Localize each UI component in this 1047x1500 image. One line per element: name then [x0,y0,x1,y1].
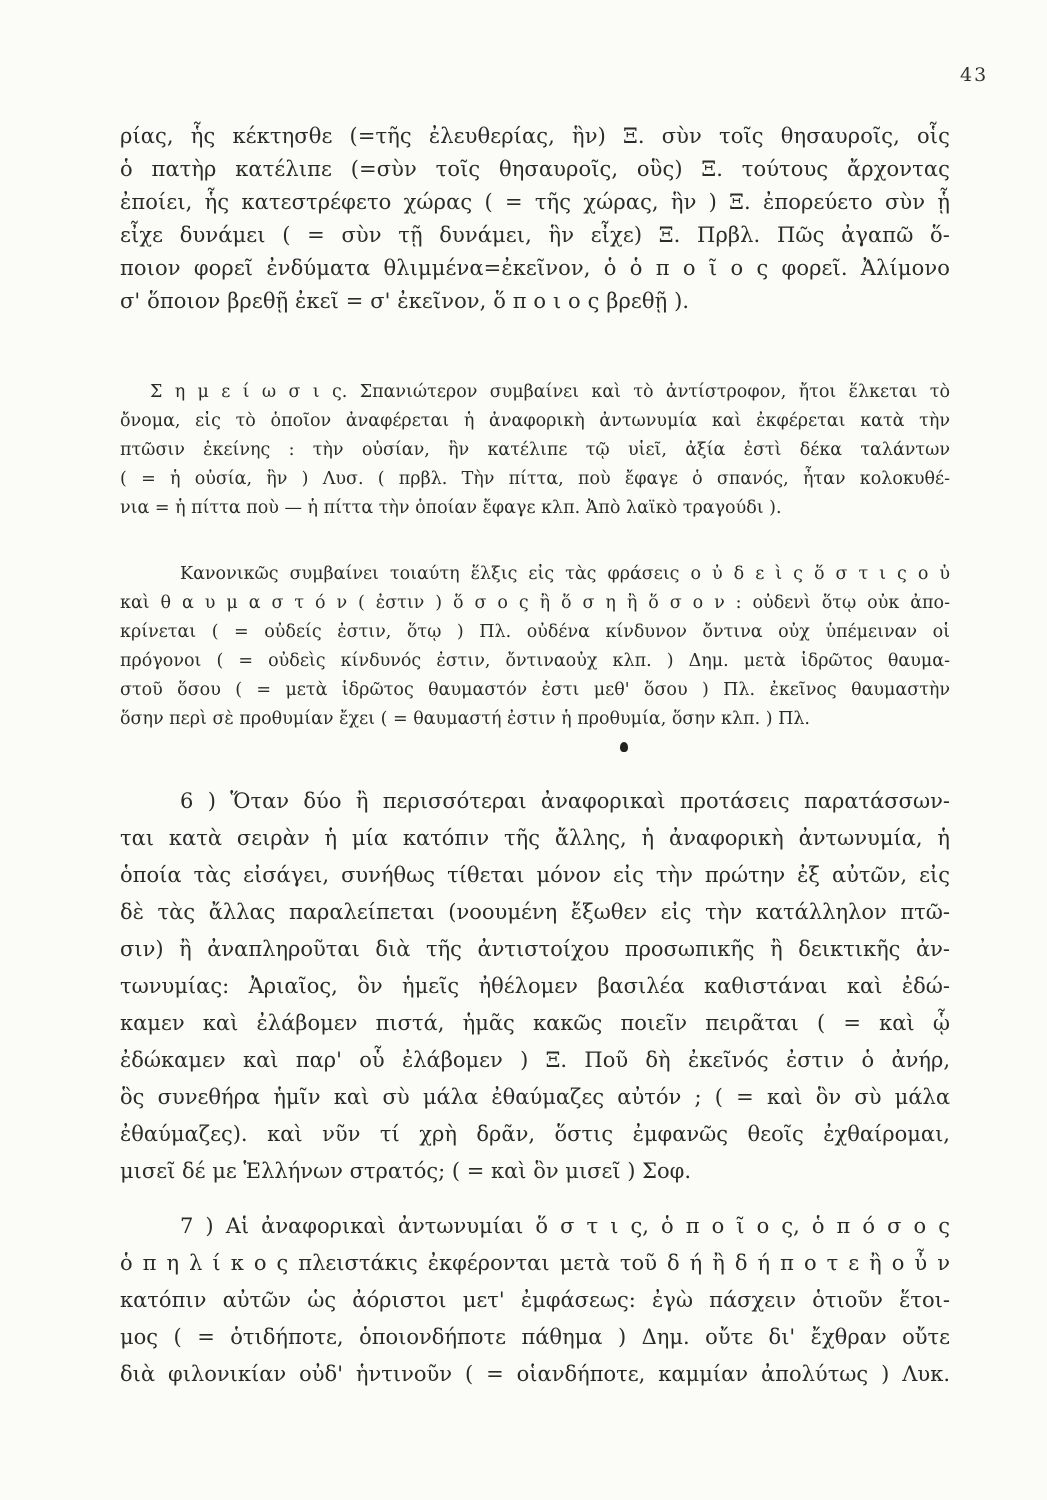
page-number: 43 [960,64,989,86]
note-paragraph [120,378,950,523]
text-line: κατόπιν αὐτῶν ὡς ἀόριστοι μετ' ἐμφάσεως: ἐγὼ πάσχειν ὁτιοῦν ἕτοι- [120,1288,950,1312]
text-line: ὁ π η λ ί κ ο ς πλειστάκις ἐκφέρονται μετὰ τοῦ δ ή ἢ δ ή π ο τ ε ἢ ο ὖ ν [120,1251,950,1275]
text-line: κρίνεται ( = οὐδείς ἐστιν, ὅτῳ ) Πλ. οὐδένα κίνδυνον ὄντινα οὐχ ὑπέμειναν οἱ [120,622,950,642]
section-7 [120,1208,950,1393]
text-line: σιν) ἢ ἀναπληροῦται διὰ τῆς ἀντιστοίχου προσωπικῆς ἢ δεικτικῆς ἀν- [120,937,950,961]
text-line: ἐθαύμαζες). καὶ νῦν τί χρὴ δρᾶν, ὅστις ἐμφανῶς θεοῖς ἐχθαίρομαι, [120,1122,950,1146]
text-line: νια = ἡ πίττα ποὺ — ἡ πίττα τὴν ὁποίαν ἔφαγε κλπ. Ἀπὸ λαϊκὸ τραγούδι ). [120,498,782,518]
text-line: Κανονικῶς συμβαίνει τοιαύτη ἕλξις εἰς τὰς φράσεις ο ὐ δ ε ὶ ς ὅ σ τ ι ς ο ὐ [180,564,950,584]
text-line: ἐδώκαμεν καὶ παρ' οὗ ἐλάβομεν ) Ξ. Ποῦ δὴ ἐκεῖνός ἐστιν ὁ ἀνήρ, [120,1048,950,1072]
text-line: ἐποίει, ἧς κατεστρέφετο χώρας ( = τῆς χώρας, ἣν ) Ξ. ἐπορεύετο σὺν ᾗ [120,190,950,214]
section-6 [120,783,950,1190]
text-line: ποιον φορεῖ ἐνδύματα θλιμμένα=ἐκεῖνον, ὁ ὁ π ο ῖ ο ς φορεῖ. Ἀλίμονο [120,256,950,280]
text-line: τωνυμίας: Ἀριαῖος, ὃν ἡμεῖς ἠθέλομεν βασιλέα καθιστάναι καὶ ἐδώ- [120,974,950,998]
text-line: Σ η μ ε ί ω σ ι ς. Σπανιώτερον συμβαίνει καὶ τὸ ἀντίστροφον, ἤτοι ἕλκεται τὸ [150,382,950,402]
text-line: ὅσην περὶ σὲ προθυμίαν ἔχει ( = θαυμαστή ἐστιν ἡ προθυμία, ὅσην κλπ. ) Πλ. [120,709,810,729]
text-line: ὄνομα, εἰς τὸ ὁποῖον ἀναφέρεται ἡ ἀναφορικὴ ἀντωνυμία καὶ ἐκφέρεται κατὰ τὴν [120,411,950,431]
text-line: δὲ τὰς ἄλλας παραλείπεται (νοουμένη ἔξωθεν εἰς τὴν κατάλληλον πτῶ- [120,900,950,924]
text-line: ὁποία τὰς εἰσάγει, συνήθως τίθεται μόνον εἰς τὴν πρώτην ἐξ αὐτῶν, εἰς [120,863,950,887]
text-line: ρίας, ἧς κέκτησθε (=τῆς ἐλευθερίας, ἣν) Ξ. σὺν τοῖς θησαυροῖς, οἷς [120,124,950,148]
text-line: ὁ πατὴρ κατέλιπε (=σὺν τοῖς θησαυροῖς, οὓς) Ξ. τούτους ἄρχοντας [120,157,950,181]
text-line: 7 ) Αἱ ἀναφορικαὶ ἀντωνυμίαι ὅ σ τ ι ς, ὁ π ο ῖ ο ς, ὁ π ό σ ο ς [180,1214,950,1238]
text-line: στοῦ ὅσου ( = μετὰ ἱδρῶτος θαυμαστόν ἐστι μεθ' ὅσου ) Πλ. ἐκεῖνος θαυμαστὴν [120,680,950,700]
text-line: μος ( = ὁτιδήποτε, ὁποιονδήποτε πάθημα ) Δημ. οὔτε δι' ἔχθραν οὔτε [120,1325,950,1349]
paragraph-relative-attraction [120,120,950,318]
regular-attraction-paragraph [120,560,950,734]
text-line: καμεν καὶ ἐλάβομεν πιστά, ἡμᾶς κακῶς ποιεῖν πειρᾶται ( = καὶ ᾧ [120,1011,950,1035]
text-line: πρόγονοι ( = οὐδεὶς κίνδυνός ἐστιν, ὄντιναοὐχ κλπ. ) Δημ. μετὰ ἱδρῶτος θαυμα- [120,651,950,671]
text-line: 6 ) Ὅταν δύο ἢ περισσότεραι ἀναφορικαὶ προτάσεις παρατάσσων- [180,789,950,813]
text-line: πτῶσιν ἐκείνης : τὴν οὐσίαν, ἣν κατέλιπε τῷ υἱεῖ, ἀξία ἐστὶ δέκα ταλάντων [120,440,950,460]
ink-dot [620,742,628,752]
text-line: σ' ὅποιον βρεθῇ ἐκεῖ = σ' ἐκεῖνον, ὅ π ο ι ο ς βρεθῇ ). [120,289,690,313]
text-line: μισεῖ δέ με Ἑλλήνων στρατός; ( = καὶ ὃν μισεῖ ) Σοφ. [120,1159,692,1183]
text-line: εἶχε δυνάμει ( = σὺν τῇ δυνάμει, ἣν εἶχε) Ξ. Πρβλ. Πῶς ἀγαπῶ ὅ- [120,223,950,247]
text-line: καὶ θ α υ μ α σ τ ό ν ( ἐστιν ) ὅ σ ο ς ἢ ὅ σ η ἢ ὅ σ ο ν : οὐδενὶ ὅτῳ οὐκ ἀπο- [120,593,950,613]
text-line: ( = ἡ οὐσία, ἣν ) Λυσ. ( πρβλ. Τὴν πίττα, ποὺ ἔφαγε ὁ σπανός, ἦταν κολοκυθέ- [120,469,950,489]
text-line: διὰ φιλονικίαν οὐδ' ἡντινοῦν ( = οἱανδήποτε, καμμίαν ἀπολύτως ) Λυκ. [120,1362,950,1386]
text-line: ται κατὰ σειρὰν ἡ μία κατόπιν τῆς ἄλλης, ἡ ἀναφορικὴ ἀντωνυμία, ἡ [120,826,950,850]
text-line: ὃς συνεθήρα ἡμῖν καὶ σὺ μάλα ἐθαύμαζες αὐτόν ; ( = καὶ ὃν σὺ μάλα [120,1085,950,1109]
